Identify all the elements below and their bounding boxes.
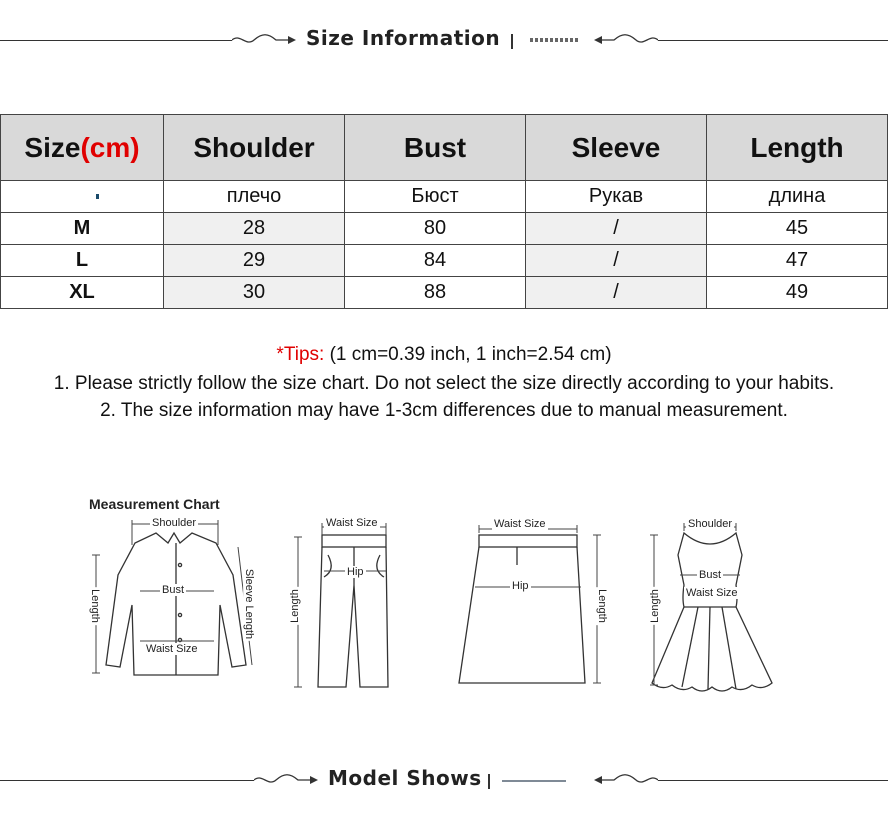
russian-cell-bust: Бюст <box>345 181 526 213</box>
banner-line-left <box>0 40 232 41</box>
shirt-length-label: Length <box>88 589 101 623</box>
dress-length-label: Length <box>648 589 661 623</box>
swirl-ornament-right <box>592 31 658 49</box>
table-header-row <box>1 115 888 181</box>
russian-cell-shoulder: плечо <box>164 181 345 213</box>
size-information-banner <box>0 20 888 60</box>
length-cell: 45 <box>707 213 888 245</box>
skirt-diagram <box>455 515 615 695</box>
size-cell: XL <box>1 277 164 309</box>
sleeve-cell: / <box>526 277 707 309</box>
header-sleeve: Sleeve <box>526 115 707 181</box>
shirt-diagram <box>88 515 263 695</box>
title-separator <box>488 774 490 789</box>
header-bust: Bust <box>345 115 526 181</box>
header-shoulder: Shoulder <box>164 115 345 181</box>
swirl-ornament-right <box>592 771 658 789</box>
shoulder-cell: 28 <box>164 213 345 245</box>
table-row <box>1 277 888 309</box>
swirl-ornament-left <box>254 771 320 789</box>
swirl-ornament-left <box>232 31 298 49</box>
tips-line-1: 1. Please strictly follow the size chart. Do not select the size directly according to your habits. <box>53 373 835 394</box>
tips-line-2: 2. The size information may have 1-3cm differences due to manual measurement. <box>100 400 788 421</box>
skirt-waist-label: Waist Size <box>494 518 546 530</box>
pants-waist-label: Waist Size <box>326 517 378 529</box>
tiny-mark <box>96 194 99 199</box>
banner-line-right <box>658 40 888 41</box>
size-cell: L <box>1 245 164 277</box>
skirt-hip-label: Hip <box>512 580 529 592</box>
tips-conversion <box>0 344 888 366</box>
size-table <box>0 114 888 309</box>
section-title: Size Information <box>306 26 501 50</box>
header-size: Size(cm) <box>1 115 164 181</box>
shoulder-cell: 29 <box>164 245 345 277</box>
pants-diagram <box>290 515 400 695</box>
sleeve-cell: / <box>526 245 707 277</box>
section-title: Model Shows <box>328 766 482 790</box>
shirt-waist-label: Waist Size <box>146 643 198 655</box>
banner-scribble <box>502 780 566 782</box>
shirt-shoulder-label: Shoulder <box>152 517 197 529</box>
bust-cell: 80 <box>345 213 526 245</box>
table-row <box>1 213 888 245</box>
table-row <box>1 245 888 277</box>
dress-shoulder-label: Shoulder <box>688 518 733 530</box>
title-separator <box>511 34 513 49</box>
shoulder-cell: 30 <box>164 277 345 309</box>
russian-cell-sleeve: Рукав <box>526 181 707 213</box>
model-shows-banner <box>0 760 888 800</box>
skirt-length-label: Length <box>595 589 608 623</box>
shirt-bust-label: Bust <box>162 584 185 596</box>
header-size-unit: (cm) <box>80 131 140 163</box>
length-cell: 49 <box>707 277 888 309</box>
dress-bust-label: Bust <box>699 569 722 581</box>
pants-hip-label: Hip <box>347 566 364 578</box>
banner-line-right <box>658 780 888 781</box>
banner-scribble <box>530 38 580 42</box>
sleeve-cell: / <box>526 213 707 245</box>
tips-conversion-text: (1 cm=0.39 inch, 1 inch=2.54 cm) <box>324 344 612 365</box>
length-cell: 47 <box>707 245 888 277</box>
pants-length-label: Length <box>288 589 301 623</box>
measurement-chart-title: Measurement Chart <box>89 496 220 512</box>
header-length: Length <box>707 115 888 181</box>
russian-cell-length: длина <box>707 181 888 213</box>
dress-waist-label: Waist Size <box>686 587 738 599</box>
table-russian-row <box>1 181 888 213</box>
bust-cell: 88 <box>345 277 526 309</box>
shirt-sleeve-label: Sleeve Length <box>243 568 256 640</box>
banner-line-left <box>0 780 254 781</box>
size-cell: M <box>1 213 164 245</box>
russian-cell-0 <box>1 181 164 213</box>
bust-cell: 84 <box>345 245 526 277</box>
dress-diagram <box>640 515 780 700</box>
tips-label: *Tips: <box>276 344 325 365</box>
